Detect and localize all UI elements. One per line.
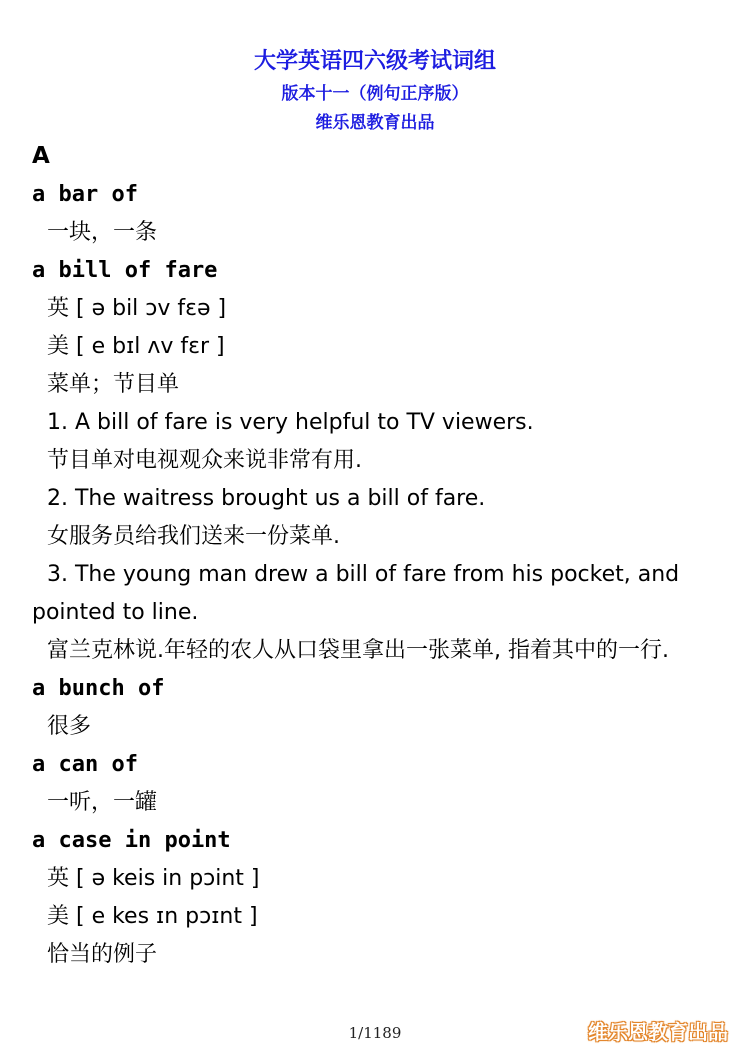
- entry-definition: 恰当的例子: [47, 942, 158, 967]
- example-sentence: 3. The young man drew a bill of fare from his pocket, and pointed to line.: [32, 562, 680, 625]
- section-letter: A: [32, 143, 50, 169]
- document-subtitle: 版本十一（例句正序版）: [281, 84, 469, 104]
- entry-term: a bar of: [32, 182, 138, 207]
- american-pronunciation: 美 [ e bɪl ʌv fɛr ]: [47, 334, 225, 359]
- british-pronunciation: 英 [ ə bil ɔv fɛə ]: [47, 296, 227, 321]
- entry-term: a bunch of: [32, 676, 165, 701]
- publisher-line: 维乐恩教育出品: [315, 113, 435, 133]
- entry: [32, 670, 722, 746]
- example-translation: 节目单对电视观众来说非常有用.: [47, 448, 362, 473]
- entry: [32, 746, 722, 822]
- entry-definition: 菜单；节目单: [47, 372, 180, 397]
- entry-definition: 一听，一罐: [47, 790, 158, 815]
- vocabulary-list: [32, 138, 722, 974]
- entry: [32, 176, 722, 252]
- entry-term: a bill of fare: [32, 258, 218, 283]
- entry-definition: 一块，一条: [47, 220, 158, 245]
- entry-term: a can of: [32, 752, 138, 777]
- example-translation: 女服务员给我们送来一份菜单.: [47, 524, 340, 549]
- american-pronunciation: 美 [ e kes ɪn pɔɪnt ]: [47, 904, 258, 929]
- entry: [32, 252, 722, 670]
- example-translation: 富兰克林说.年轻的农人从口袋里拿出一张菜单, 指着其中的一行.: [47, 638, 669, 663]
- publisher-watermark: 维乐恩教育出品: [588, 1020, 728, 1044]
- page-number: 1/1189: [348, 1024, 402, 1042]
- entry-term: a case in point: [32, 828, 231, 853]
- document-title: 大学英语四六级考试词组: [253, 49, 496, 74]
- example-sentence: 1. A bill of fare is very helpful to TV viewers.: [47, 410, 534, 435]
- example-sentence: 2. The waitress brought us a bill of fare.: [47, 486, 486, 511]
- british-pronunciation: 英 [ ə keis in pɔint ]: [47, 866, 260, 891]
- entry: [32, 822, 722, 974]
- entry-definition: 很多: [47, 714, 92, 739]
